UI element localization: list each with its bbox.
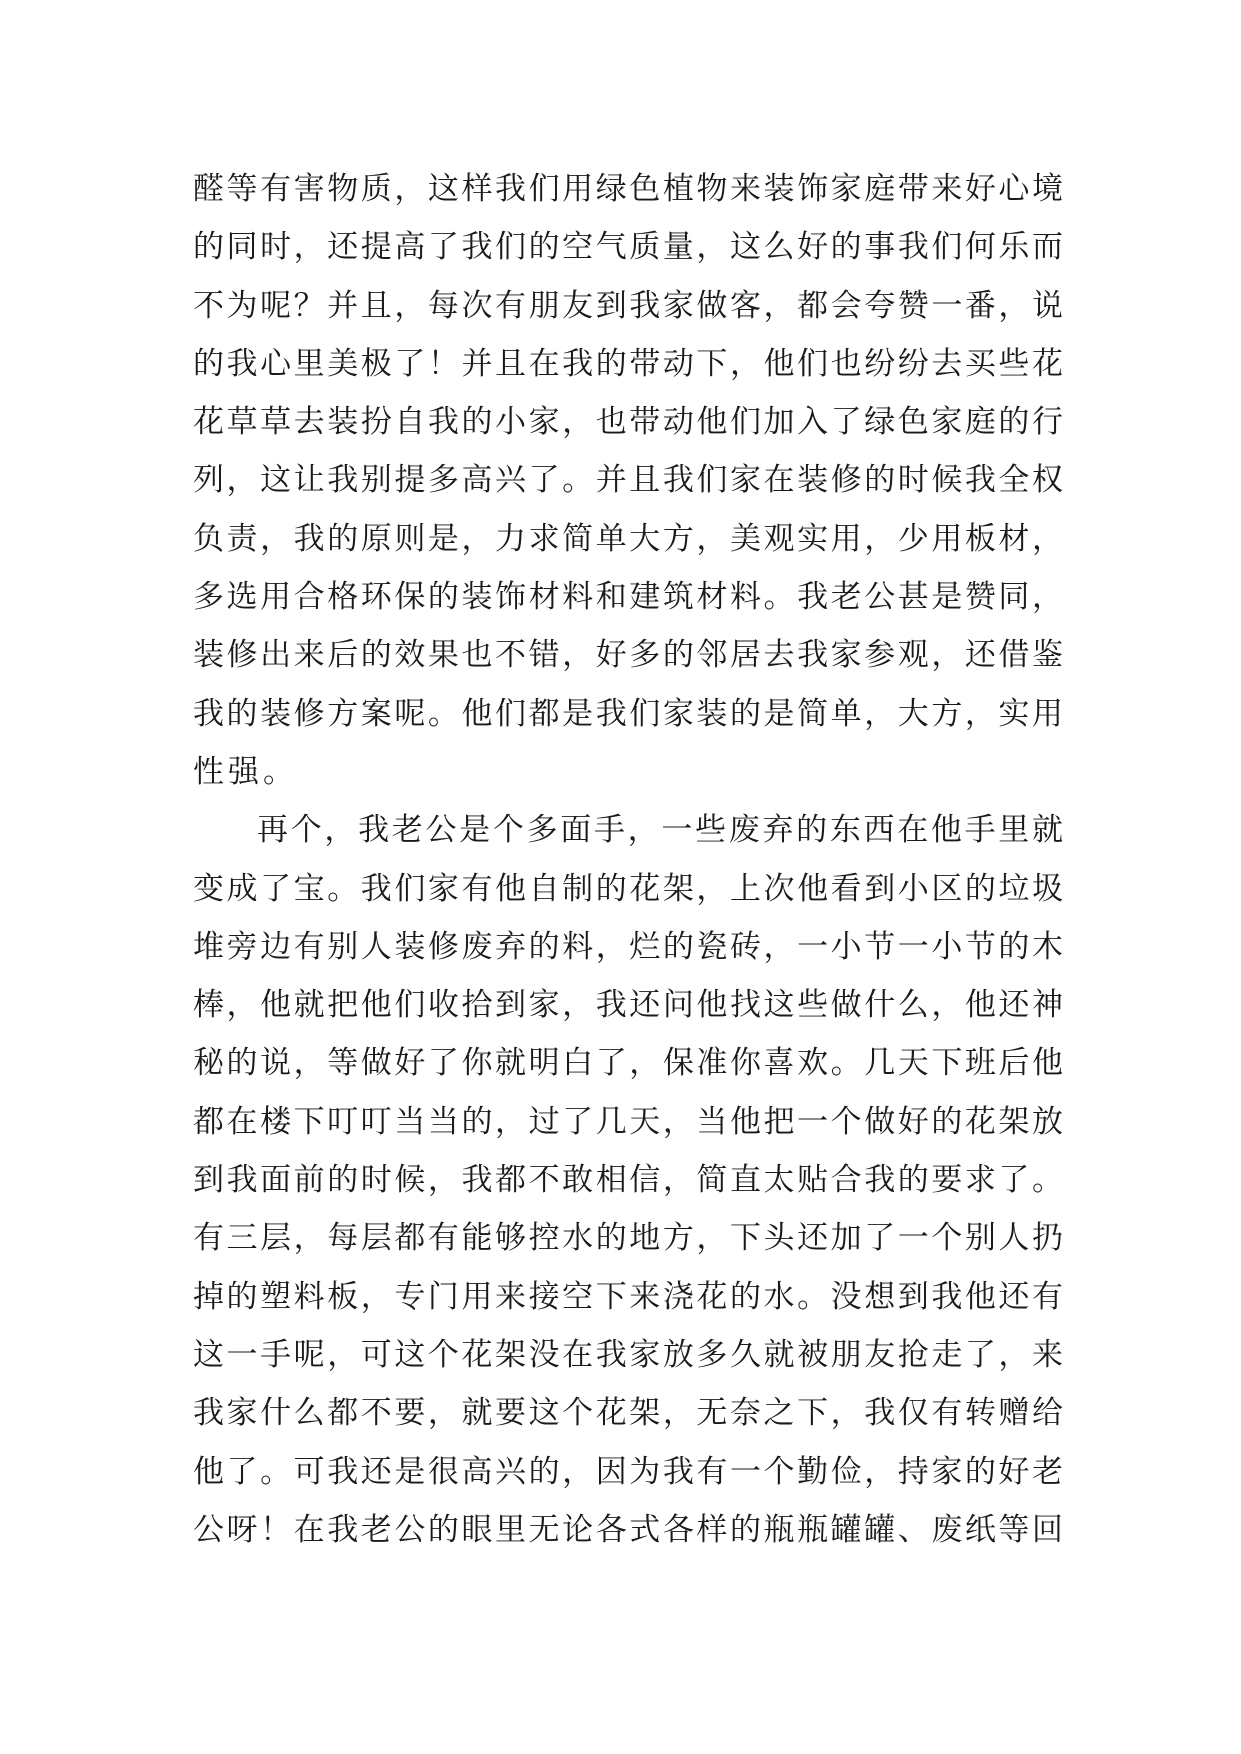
text-line: 秘的说，等做好了你就明白了，保准你喜欢。几天下班后他 <box>193 1045 1063 1082</box>
text-line: 掉的塑料板，专门用来接空下来浇花的水。没想到我他还有 <box>193 1278 1063 1315</box>
text-line: 的我心里美极了！并且在我的带动下，他们也纷纷去买些花 <box>193 345 1063 382</box>
text-line: 醛等有害物质，这样我们用绿色植物来装饰家庭带来好心境 <box>193 171 1063 207</box>
text-line: 有三层，每层都有能够控水的地方，下头还加了一个别人扔 <box>193 1220 1063 1257</box>
paragraph-2 <box>193 801 1063 1559</box>
text-line: 的同时，还提高了我们的空气质量，这么好的事我们何乐而 <box>193 229 1063 266</box>
text-line: 性强。 <box>193 753 298 790</box>
text-line: 到我面前的时候，我都不敢相信，简直太贴合我的要求了。 <box>193 1162 1063 1199</box>
text-line: 负责，我的原则是，力求简单大方，美观实用，少用板材， <box>193 520 1063 557</box>
text-line: 堆旁边有别人装修废弃的料，烂的瓷砖，一小节一小节的木 <box>193 928 1063 965</box>
text-line: 列，这让我别提多高兴了。并且我们家在装修的时候我全权 <box>193 462 1063 499</box>
text-line: 我家什么都不要，就要这个花架，无奈之下，我仅有转赠给 <box>193 1395 1063 1432</box>
text-line: 我的装修方案呢。他们都是我们家装的是简单，大方，实用 <box>193 695 1063 732</box>
text-line: 花草草去装扮自我的小家，也带动他们加入了绿色家庭的行 <box>193 404 1063 441</box>
text-line: 他了。可我还是很高兴的，因为我有一个勤俭，持家的好老 <box>193 1453 1063 1490</box>
body-text <box>193 160 1063 1559</box>
text-line: 装修出来后的效果也不错，好多的邻居去我家参观，还借鉴 <box>193 637 1063 674</box>
text-line: 多选用合格环保的装饰材料和建筑材料。我老公甚是赞同， <box>193 579 1063 616</box>
text-line: 都在楼下叮叮当当的，过了几天，当他把一个做好的花架放 <box>193 1103 1063 1140</box>
text-line: 公呀！在我老公的眼里无论各式各样的瓶瓶罐罐、废纸等回 <box>193 1511 1063 1548</box>
paragraph-1 <box>193 160 1063 801</box>
text-line: 再个，我老公是个多面手，一些废弃的东西在他手里就 <box>257 812 1063 849</box>
text-line: 棒，他就把他们收拾到家，我还问他找这些做什么，他还神 <box>193 987 1063 1024</box>
text-line: 变成了宝。我们家有他自制的花架，上次他看到小区的垃圾 <box>193 870 1063 907</box>
text-line: 不为呢？并且，每次有朋友到我家做客，都会夸赞一番，说 <box>193 287 1063 324</box>
text-line: 这一手呢，可这个花架没在我家放多久就被朋友抢走了，来 <box>193 1336 1063 1373</box>
